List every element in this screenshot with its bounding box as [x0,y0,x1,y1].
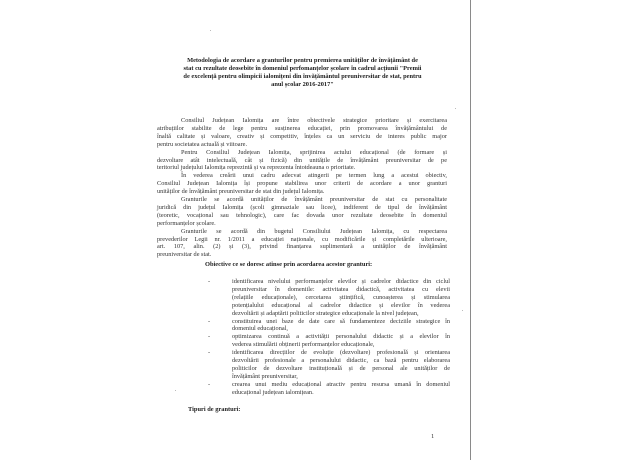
scan-speck [455,108,456,109]
title-line: anul școlar 2016-2017" [271,81,334,88]
bullet-dash: - [208,317,211,325]
text-line: preuniversitar în domeniile: activitatea didactică, activitatea cu elevii [232,285,450,293]
scan-speck [210,30,211,31]
text-line: Consiliul Județean Ialomița își propune stabilirea unor criterii de acordare a unor granturi [157,180,447,188]
grant-types-heading: Tipuri de granturi: [188,406,241,413]
list-item [205,333,450,349]
list-item [205,381,450,397]
text-line: identificarea nivelului performanțelor elevilor și cadrelor didactice din ciclul [232,278,450,285]
title-line: stat cu rezultate deosebite în domeniul perfomanțelor școlare în cadrul acțiunii "Premii [183,65,422,72]
text-line: Pentru Consiliul Județean Ialomița, sprijinirea actului educațional (de formare și [181,148,447,156]
text-line: În vederea creării unui cadru adecvat atingerii pe termen lung a acestui obiectiv, [181,172,447,180]
bullet-dash: - [208,278,211,285]
text-line: identificarea direcțiilor de evoluție (dezvoltare) profesională și orientarea [232,349,450,357]
text-line: (relațiile educaționale), cercetarea științifică, cunoașterea și stimularea [232,293,450,301]
text-line: optimizarea continuă a activității personalului didactic și a elevilor în [232,333,450,341]
title-line: de excelență pentru olimpicii ialomițeni din învățământul preuniversitar de stat, pentru [183,73,422,80]
text-line: performanțelor școlare. [157,219,216,227]
objectives-list [205,278,450,397]
list-item [205,318,450,334]
text-line: art. 107, alin. (2) și (3), privind finanțarea suplimentară a unităților de învățământ [157,243,447,251]
text-line: domeniul educațional, [232,325,288,333]
text-line: Granturile se acordă din bugetul Consiliului Județean Ialomița, cu respectarea [181,227,447,235]
text-line: juridică din județul Ialomița (școli gimnaziale sau licee), indiferent de tipul de învățământ [157,203,447,211]
bullet-dash: - [208,349,211,357]
text-line: Granturile se acordă unităților de învățământ preuniversitar de stat cu personalitate [181,196,447,203]
text-line: crearea unui mediu educațional atractiv pentru resursa umană în domeniul [232,380,450,388]
text-line: atribuțiilor stabilite de lege pentru susținerea educației, prin promovarea învățământului de [157,124,447,132]
text-line: dezvoltării și adaptării politicilor strategice educaționale la nivel județean, [232,309,419,317]
page-number: 1 [431,433,435,440]
bullet-dash: - [208,333,211,341]
scan-edge-line [470,0,471,460]
text-line: potențialului educațional al cadrelor didactice și elevilor în vederea [232,301,450,309]
list-item [205,278,450,318]
text-line: unităților de învățământ preuniversitar de stat din județul Ialomița. [157,188,325,196]
title-line: Metodologia de acordare a granturilor pentru premierea unităților de învățământ de [187,57,418,64]
text-line: dezvoltării profesionale a personalului didactic, ca bază pentru elaborarea [232,357,450,365]
text-line: prevederilor Legii nr. 1/2011 a educației naționale, cu modificările și completările ulterioare, [157,235,447,243]
paragraph-funding [157,228,447,260]
paragraph-objectives-intro [157,117,447,149]
bullet-dash: - [208,380,211,388]
document-title [160,57,445,89]
list-item [205,349,450,381]
text-line: politicilor de dezvoltare instituțională și de personal ale unităților de [232,364,450,372]
text-line: pentru societatea actuală și viitoare. [157,140,248,148]
paragraph-criteria [157,172,447,196]
paragraph-priority [157,149,447,173]
text-line: vederea stimulării obținerii performanțelor educaționale, [232,341,375,349]
text-line: preuniversitar de stat. [157,251,212,259]
text-line: teritoriul județului Ialomița reprezintă și va reprezenta întotdeauna o prioritate. [157,164,356,172]
scan-speck [175,390,176,391]
text-line: înaltă calitate și valoare, creativ și competitiv, înțeles ca un serviciu de interes public major [157,132,447,140]
text-line: (teoretic, vocațional sau tehnologic), care fac dovada unor rezultate deosebite în domeniul [157,211,447,219]
text-line: învățământ preuniversitar, [232,372,298,380]
text-line: dezvoltare atât intelectuală, cât și fizică) din unitățile de învățământ preuniversitar de pe [157,156,447,164]
text-line: Consiliul Județean Ialomița are între obiectivele strategice prioritare și exercitarea [181,117,447,124]
text-line: educațional județean ialomițean. [232,388,314,396]
scan-speck [462,310,463,311]
paragraph-eligibility [157,196,447,228]
text-line: constituirea unei baze de date care să fundamenteze deciziile strategice în [232,317,450,325]
objectives-heading: Obiective ce se doresc atinse prin acordarea acestor granturi: [205,261,373,268]
